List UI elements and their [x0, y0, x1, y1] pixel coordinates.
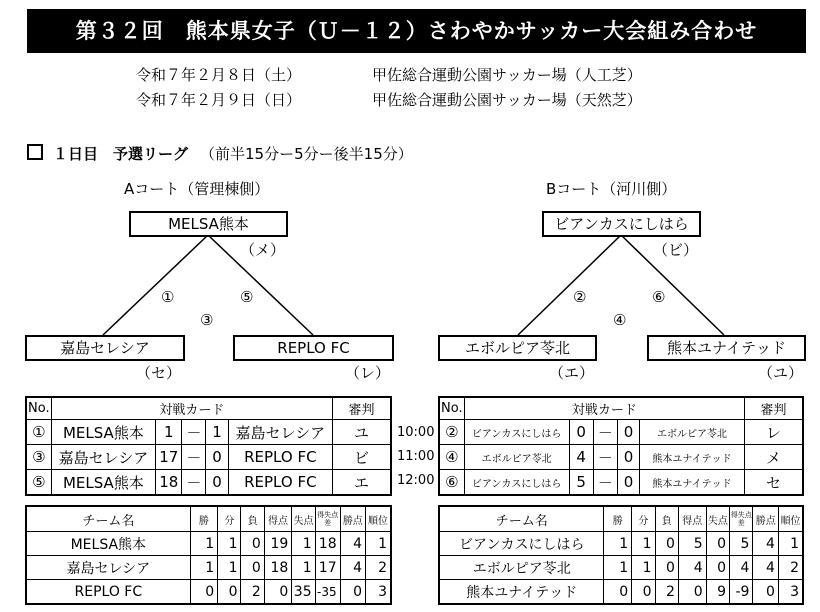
venue-2: 甲佐総合運動公園サッカー場（天然芝）: [372, 91, 642, 109]
home-score: 18: [156, 470, 182, 496]
table-row: [439, 470, 803, 496]
home-team: ビアンカスにしはら: [464, 420, 569, 445]
home-score: 5: [569, 470, 593, 496]
away-score: 0: [617, 470, 639, 496]
goals-for: 19: [264, 532, 292, 556]
home-team: MELSA熊本: [51, 420, 156, 445]
table-row: [26, 580, 391, 605]
referee: エ: [333, 470, 391, 496]
goal-diff: -9: [730, 580, 753, 605]
date-1: 令和７年２月８日（土）: [136, 66, 302, 84]
team-name: エボルピア苓北: [439, 556, 604, 580]
rank: 1: [366, 532, 391, 556]
goals-against: 9: [706, 580, 729, 605]
losses: 0: [241, 532, 264, 556]
points: 0: [753, 580, 779, 605]
losses: 2: [655, 580, 678, 605]
table-row: [26, 556, 391, 580]
card-header: 対戦カード: [464, 397, 744, 420]
court-b-match-table: [438, 396, 804, 496]
table-row: [26, 470, 391, 496]
ga-header: 失点: [706, 506, 729, 532]
loss-header: 負: [655, 506, 678, 532]
venue-1: 甲佐総合運動公園サッカー場（人工芝）: [372, 66, 642, 84]
goal-diff: 18: [315, 532, 340, 556]
gd-header: 得失点差: [730, 506, 753, 532]
court-a-top-team: MELSA熊本: [129, 211, 288, 237]
team-header: チーム名: [26, 506, 190, 532]
home-team: エボルピア苓北: [464, 445, 569, 470]
table-row: [439, 556, 803, 580]
kickoff-time-3: 12:00: [397, 473, 435, 488]
gf-header: 得点: [678, 506, 706, 532]
wins: 0: [190, 580, 218, 605]
goals-for: 0: [678, 580, 706, 605]
match-no: ①: [26, 420, 51, 445]
no-header: No.: [439, 397, 464, 420]
team-name: ビアンカスにしはら: [439, 532, 604, 556]
table-row: [439, 420, 803, 445]
rank: 1: [778, 532, 803, 556]
draw-header: 分: [632, 506, 655, 532]
court-b-match-num-6: ⑥: [652, 288, 666, 306]
goals-against: 1: [292, 556, 315, 580]
goals-for: 5: [678, 532, 706, 556]
score-dash: －: [593, 420, 617, 445]
away-team: 嘉島セレシア: [228, 420, 333, 445]
court-a-standings-table: [25, 505, 392, 605]
court-b-left-abbr: （エ）: [549, 364, 595, 382]
draws: 1: [218, 532, 241, 556]
home-score: 17: [156, 445, 182, 470]
goals-for: 4: [678, 556, 706, 580]
points-header: 勝点: [340, 506, 365, 532]
court-a-left-team: 嘉島セレシア: [25, 335, 185, 361]
team-name: 嘉島セレシア: [26, 556, 190, 580]
table-row: [439, 532, 803, 556]
goals-against: 0: [706, 532, 729, 556]
home-team: MELSA熊本: [51, 470, 156, 496]
home-team: ビアンカスにしはら: [464, 470, 569, 496]
home-score: 0: [569, 420, 593, 445]
kickoff-time-1: 10:00: [397, 425, 435, 440]
court-b-match-num-2: ②: [573, 288, 587, 306]
losses: 0: [241, 556, 264, 580]
match-header-row: [26, 397, 391, 420]
section-title: １日目 予選リーグ: [53, 145, 189, 163]
match-no: ⑤: [26, 470, 51, 496]
away-team: エボルピア苓北: [640, 420, 745, 445]
wins: 0: [604, 580, 632, 605]
court-a-match-num-5: ⑤: [240, 288, 254, 306]
win-header: 勝: [604, 506, 632, 532]
court-b-top-abbr: （ビ）: [653, 241, 699, 259]
team-header: チーム名: [439, 506, 604, 532]
win-header: 勝: [190, 506, 218, 532]
court-a-left-abbr: （セ）: [136, 364, 182, 382]
wins: 1: [190, 532, 218, 556]
match-no: ③: [26, 445, 51, 470]
away-team: 熊本ユナイテッド: [640, 470, 745, 496]
score-dash: －: [593, 445, 617, 470]
court-a-match-num-3: ③: [200, 311, 214, 329]
court-a-top-abbr: （メ）: [240, 241, 286, 259]
away-team: REPLO FC: [228, 470, 333, 496]
court-a-label: Aコート（管理棟側）: [124, 180, 270, 198]
match-header-row: [439, 397, 803, 420]
referee: レ: [744, 420, 803, 445]
ref-header: 審判: [333, 397, 391, 420]
points: 4: [340, 556, 365, 580]
table-row: [26, 532, 391, 556]
points: 4: [753, 532, 779, 556]
court-a-right-team: REPLO FC: [233, 335, 394, 361]
goals-against: 35: [292, 580, 315, 605]
draws: 0: [218, 580, 241, 605]
losses: 0: [655, 556, 678, 580]
table-row: [439, 445, 803, 470]
score-dash: －: [182, 470, 206, 496]
wins: 1: [190, 556, 218, 580]
court-a-match-num-1: ①: [161, 288, 175, 306]
court-b-top-team: ビアンカスにしはら: [542, 211, 701, 237]
away-team: 熊本ユナイテッド: [640, 445, 745, 470]
rank: 2: [366, 556, 391, 580]
court-b-standings-table: [438, 505, 804, 605]
wins: 1: [604, 556, 632, 580]
draw-header: 分: [218, 506, 241, 532]
home-score: 4: [569, 445, 593, 470]
goal-diff: 4: [730, 556, 753, 580]
ga-header: 失点: [292, 506, 315, 532]
goal-diff: 5: [730, 532, 753, 556]
team-name: REPLO FC: [26, 580, 190, 605]
court-b-right-abbr: （ユ）: [758, 364, 804, 382]
away-score: 0: [206, 470, 228, 496]
rank-header: 順位: [366, 506, 391, 532]
wins: 1: [604, 532, 632, 556]
table-row: [439, 580, 803, 605]
ref-header: 審判: [744, 397, 803, 420]
page-title: 第３２回 熊本県女子（Ｕ－１２）さわやかサッカー大会組み合わせ: [27, 9, 806, 53]
goal-diff: -35: [315, 580, 340, 605]
points: 4: [753, 556, 779, 580]
no-header: No.: [26, 397, 51, 420]
kickoff-time-2: 11:00: [397, 449, 435, 464]
match-no: ④: [439, 445, 464, 470]
goals-against: 0: [706, 556, 729, 580]
away-team: REPLO FC: [228, 445, 333, 470]
standings-header-row: [439, 506, 803, 532]
points-header: 勝点: [753, 506, 779, 532]
rank: 2: [778, 556, 803, 580]
court-a-right-abbr: （レ）: [345, 364, 391, 382]
draws: 1: [218, 556, 241, 580]
loss-header: 負: [241, 506, 264, 532]
rank: 3: [366, 580, 391, 605]
table-row: [26, 445, 391, 470]
section-subtitle: （前半15分ー5分ー後半15分）: [200, 145, 413, 163]
team-name: MELSA熊本: [26, 532, 190, 556]
goals-against: 1: [292, 532, 315, 556]
table-row: [26, 420, 391, 445]
court-b-match-num-4: ④: [613, 311, 627, 329]
court-b-left-team: エボルピア苓北: [438, 335, 597, 361]
referee: セ: [744, 470, 803, 496]
goal-diff: 17: [315, 556, 340, 580]
points: 4: [340, 532, 365, 556]
court-a-match-table: [25, 396, 392, 496]
gd-header: 得失点差: [315, 506, 340, 532]
score-dash: －: [182, 445, 206, 470]
rank: 3: [778, 580, 803, 605]
losses: 0: [655, 532, 678, 556]
standings-header-row: [26, 506, 391, 532]
date-2: 令和７年２月９日（日）: [136, 91, 302, 109]
goals-for: 18: [264, 556, 292, 580]
draws: 0: [632, 580, 655, 605]
rank-header: 順位: [778, 506, 803, 532]
away-score: 0: [617, 445, 639, 470]
goals-for: 0: [264, 580, 292, 605]
away-score: 0: [617, 420, 639, 445]
court-b-label: Bコート（河川側）: [546, 180, 677, 198]
referee: ビ: [333, 445, 391, 470]
score-dash: －: [593, 470, 617, 496]
gf-header: 得点: [264, 506, 292, 532]
home-score: 1: [156, 420, 182, 445]
draws: 1: [632, 556, 655, 580]
card-header: 対戦カード: [51, 397, 333, 420]
away-score: 0: [206, 445, 228, 470]
referee: メ: [744, 445, 803, 470]
referee: ユ: [333, 420, 391, 445]
losses: 2: [241, 580, 264, 605]
match-no: ②: [439, 420, 464, 445]
draws: 1: [632, 532, 655, 556]
home-team: 嘉島セレシア: [51, 445, 156, 470]
away-score: 1: [206, 420, 228, 445]
court-b-right-team: 熊本ユナイテッド: [647, 335, 806, 361]
points: 0: [340, 580, 365, 605]
team-name: 熊本ユナイテッド: [439, 580, 604, 605]
match-no: ⑥: [439, 470, 464, 496]
score-dash: －: [182, 420, 206, 445]
